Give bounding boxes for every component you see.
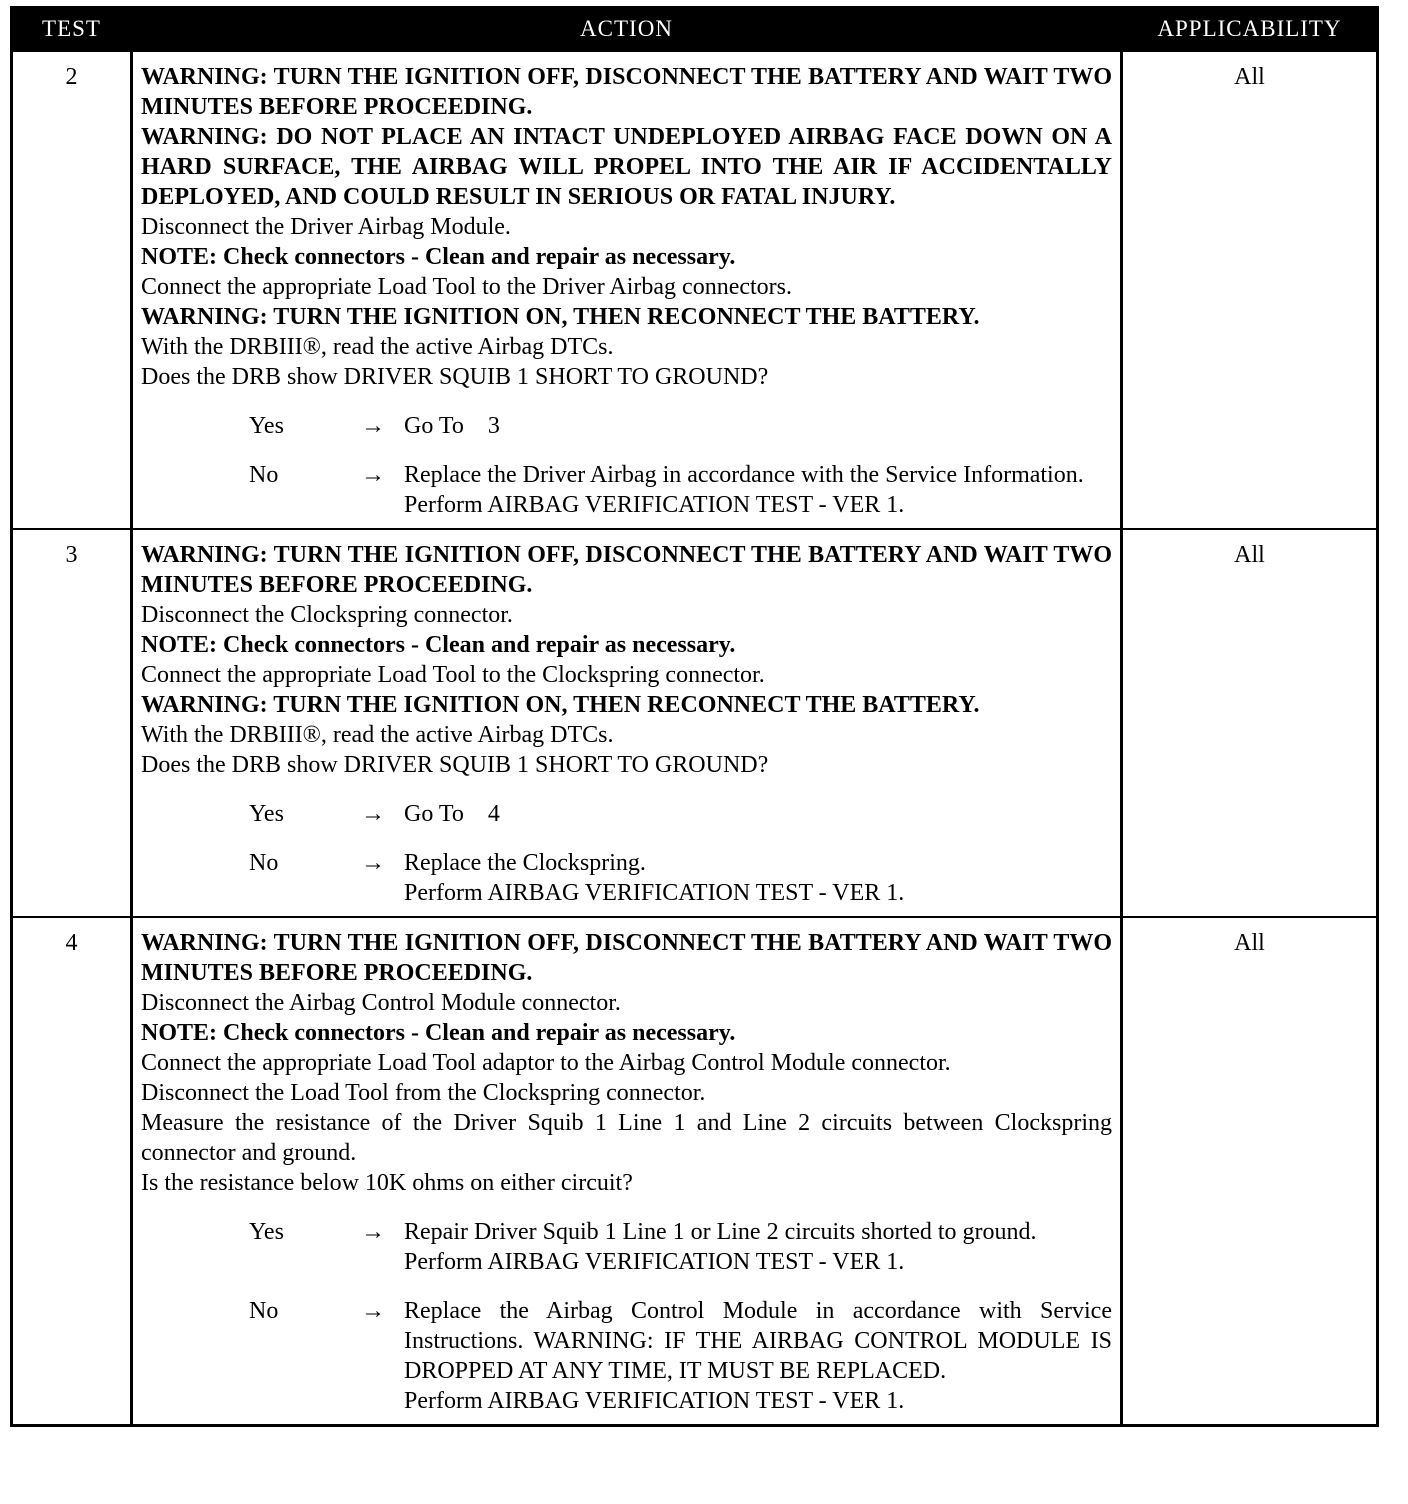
result-line: Perform AIRBAG VERIFICATION TEST - VER 1.: [404, 1388, 905, 1414]
instruction-text: Disconnect the Driver Airbag Module.: [141, 214, 511, 240]
instruction-text: Connect the appropriate Load Tool to the Driver Airbag connectors.: [141, 274, 793, 300]
warning-text: NOTE: Check connectors - Clean and repair as necessary.: [141, 244, 736, 270]
instruction-text: Measure the resistance of the Driver Squib 1 Line 1 and Line 2 circuits between Clockspring connector and ground.: [141, 1110, 1112, 1166]
warning-text: WARNING: TURN THE IGNITION OFF, DISCONNECT THE BATTERY AND WAIT TWO MINUTES BEFORE PROCEEDING.: [141, 542, 1112, 598]
header-applicability: APPLICABILITY: [1122, 8, 1378, 51]
warning-text: WARNING: TURN THE IGNITION OFF, DISCONNECT THE BATTERY AND WAIT TWO MINUTES BEFORE PROCEEDING.: [141, 64, 1112, 120]
applicability-value: All: [1122, 529, 1378, 917]
no-branch: [249, 1296, 1118, 1416]
instruction-text: Disconnect the Airbag Control Module connector.: [141, 990, 621, 1016]
result-line: Replace the Airbag Control Module in accordance with Service Instructions. WARNING: IF THE AIRBAG CONTROL MODULE IS DROPPED AT ANY TIME, IT MUST BE REPLACED.: [404, 1298, 1118, 1384]
no-result: [404, 848, 1112, 908]
table-header-row: [12, 8, 1378, 51]
yes-branch: [249, 1217, 1112, 1277]
instruction-text: Does the DRB show DRIVER SQUIB 1 SHORT TO GROUND?: [141, 364, 769, 390]
yes-result: [404, 799, 1112, 829]
result-line: Perform AIRBAG VERIFICATION TEST - VER 1.: [404, 880, 905, 906]
table-row: [12, 917, 1378, 1426]
applicability-value: All: [1122, 51, 1378, 530]
instruction-text: Connect the appropriate Load Tool to the Clockspring connector.: [141, 662, 765, 688]
no-result: [404, 1296, 1118, 1416]
yes-branch: [249, 799, 1112, 829]
header-action: ACTION: [132, 8, 1122, 51]
warning-text: NOTE: Check connectors - Clean and repair as necessary.: [141, 632, 736, 658]
yes-label: Yes: [249, 1219, 284, 1245]
result-line: Repair Driver Squib 1 Line 1 or Line 2 circuits shorted to ground.: [404, 1219, 1037, 1245]
applicability-value: All: [1122, 917, 1378, 1426]
instruction-text: Connect the appropriate Load Tool adaptor to the Airbag Control Module connector.: [141, 1050, 951, 1076]
yes-label: Yes: [249, 801, 284, 827]
yes-branch: [249, 411, 1112, 441]
right-arrow-icon: →: [361, 462, 385, 488]
instruction-text: With the DRBIII®, read the active Airbag DTCs.: [141, 334, 614, 360]
instruction-text: With the DRBIII®, read the active Airbag DTCs.: [141, 722, 614, 748]
no-branch: [249, 848, 1112, 908]
table-row: [12, 51, 1378, 530]
action-cell: [132, 529, 1122, 917]
yes-result: [404, 1217, 1112, 1277]
result-line: Perform AIRBAG VERIFICATION TEST - VER 1.: [404, 1249, 905, 1275]
header-test: TEST: [12, 8, 132, 51]
right-arrow-icon: →: [361, 801, 385, 827]
instruction-text: Does the DRB show DRIVER SQUIB 1 SHORT TO GROUND?: [141, 752, 769, 778]
right-arrow-icon: →: [361, 850, 385, 876]
result-line: Perform AIRBAG VERIFICATION TEST - VER 1.: [404, 492, 905, 518]
no-label: No: [249, 850, 279, 876]
result-line: Replace the Clockspring.: [404, 850, 646, 876]
result-line: Go To 4: [404, 801, 500, 827]
result-line: Go To 3: [404, 413, 500, 439]
instruction-text: Is the resistance below 10K ohms on either circuit?: [141, 1170, 633, 1196]
warning-text: WARNING: TURN THE IGNITION ON, THEN RECONNECT THE BATTERY.: [141, 692, 980, 718]
action-cell: [132, 51, 1122, 530]
instruction-text: Disconnect the Clockspring connector.: [141, 602, 513, 628]
result-line: Replace the Driver Airbag in accordance with the Service Information.: [404, 462, 1084, 488]
table-row: [12, 529, 1378, 917]
instruction-text: Disconnect the Load Tool from the Clockspring connector.: [141, 1080, 706, 1106]
no-label: No: [249, 1298, 279, 1324]
yes-result: [404, 411, 1112, 441]
test-number: 2: [12, 51, 132, 530]
no-branch: [249, 460, 1112, 520]
right-arrow-icon: →: [361, 1298, 385, 1324]
test-number: 3: [12, 529, 132, 917]
test-number: 4: [12, 917, 132, 1426]
no-result: [404, 460, 1112, 520]
warning-text: WARNING: TURN THE IGNITION OFF, DISCONNECT THE BATTERY AND WAIT TWO MINUTES BEFORE PROCEEDING.: [141, 930, 1112, 986]
right-arrow-icon: →: [361, 1219, 385, 1245]
diagnostic-test-table: [10, 6, 1379, 1427]
warning-text: WARNING: DO NOT PLACE AN INTACT UNDEPLOYED AIRBAG FACE DOWN ON A HARD SURFACE, THE AIRBAG WILL PROPEL INTO THE AIR IF ACCIDENTALLY DEPLOYED, AND COULD RESULT IN SERIOUS OR FATAL INJURY.: [141, 124, 1112, 210]
warning-text: WARNING: TURN THE IGNITION ON, THEN RECONNECT THE BATTERY.: [141, 304, 980, 330]
warning-text: NOTE: Check connectors - Clean and repair as necessary.: [141, 1020, 736, 1046]
no-label: No: [249, 462, 279, 488]
yes-label: Yes: [249, 413, 284, 439]
action-cell: [132, 917, 1122, 1426]
right-arrow-icon: →: [361, 413, 385, 439]
